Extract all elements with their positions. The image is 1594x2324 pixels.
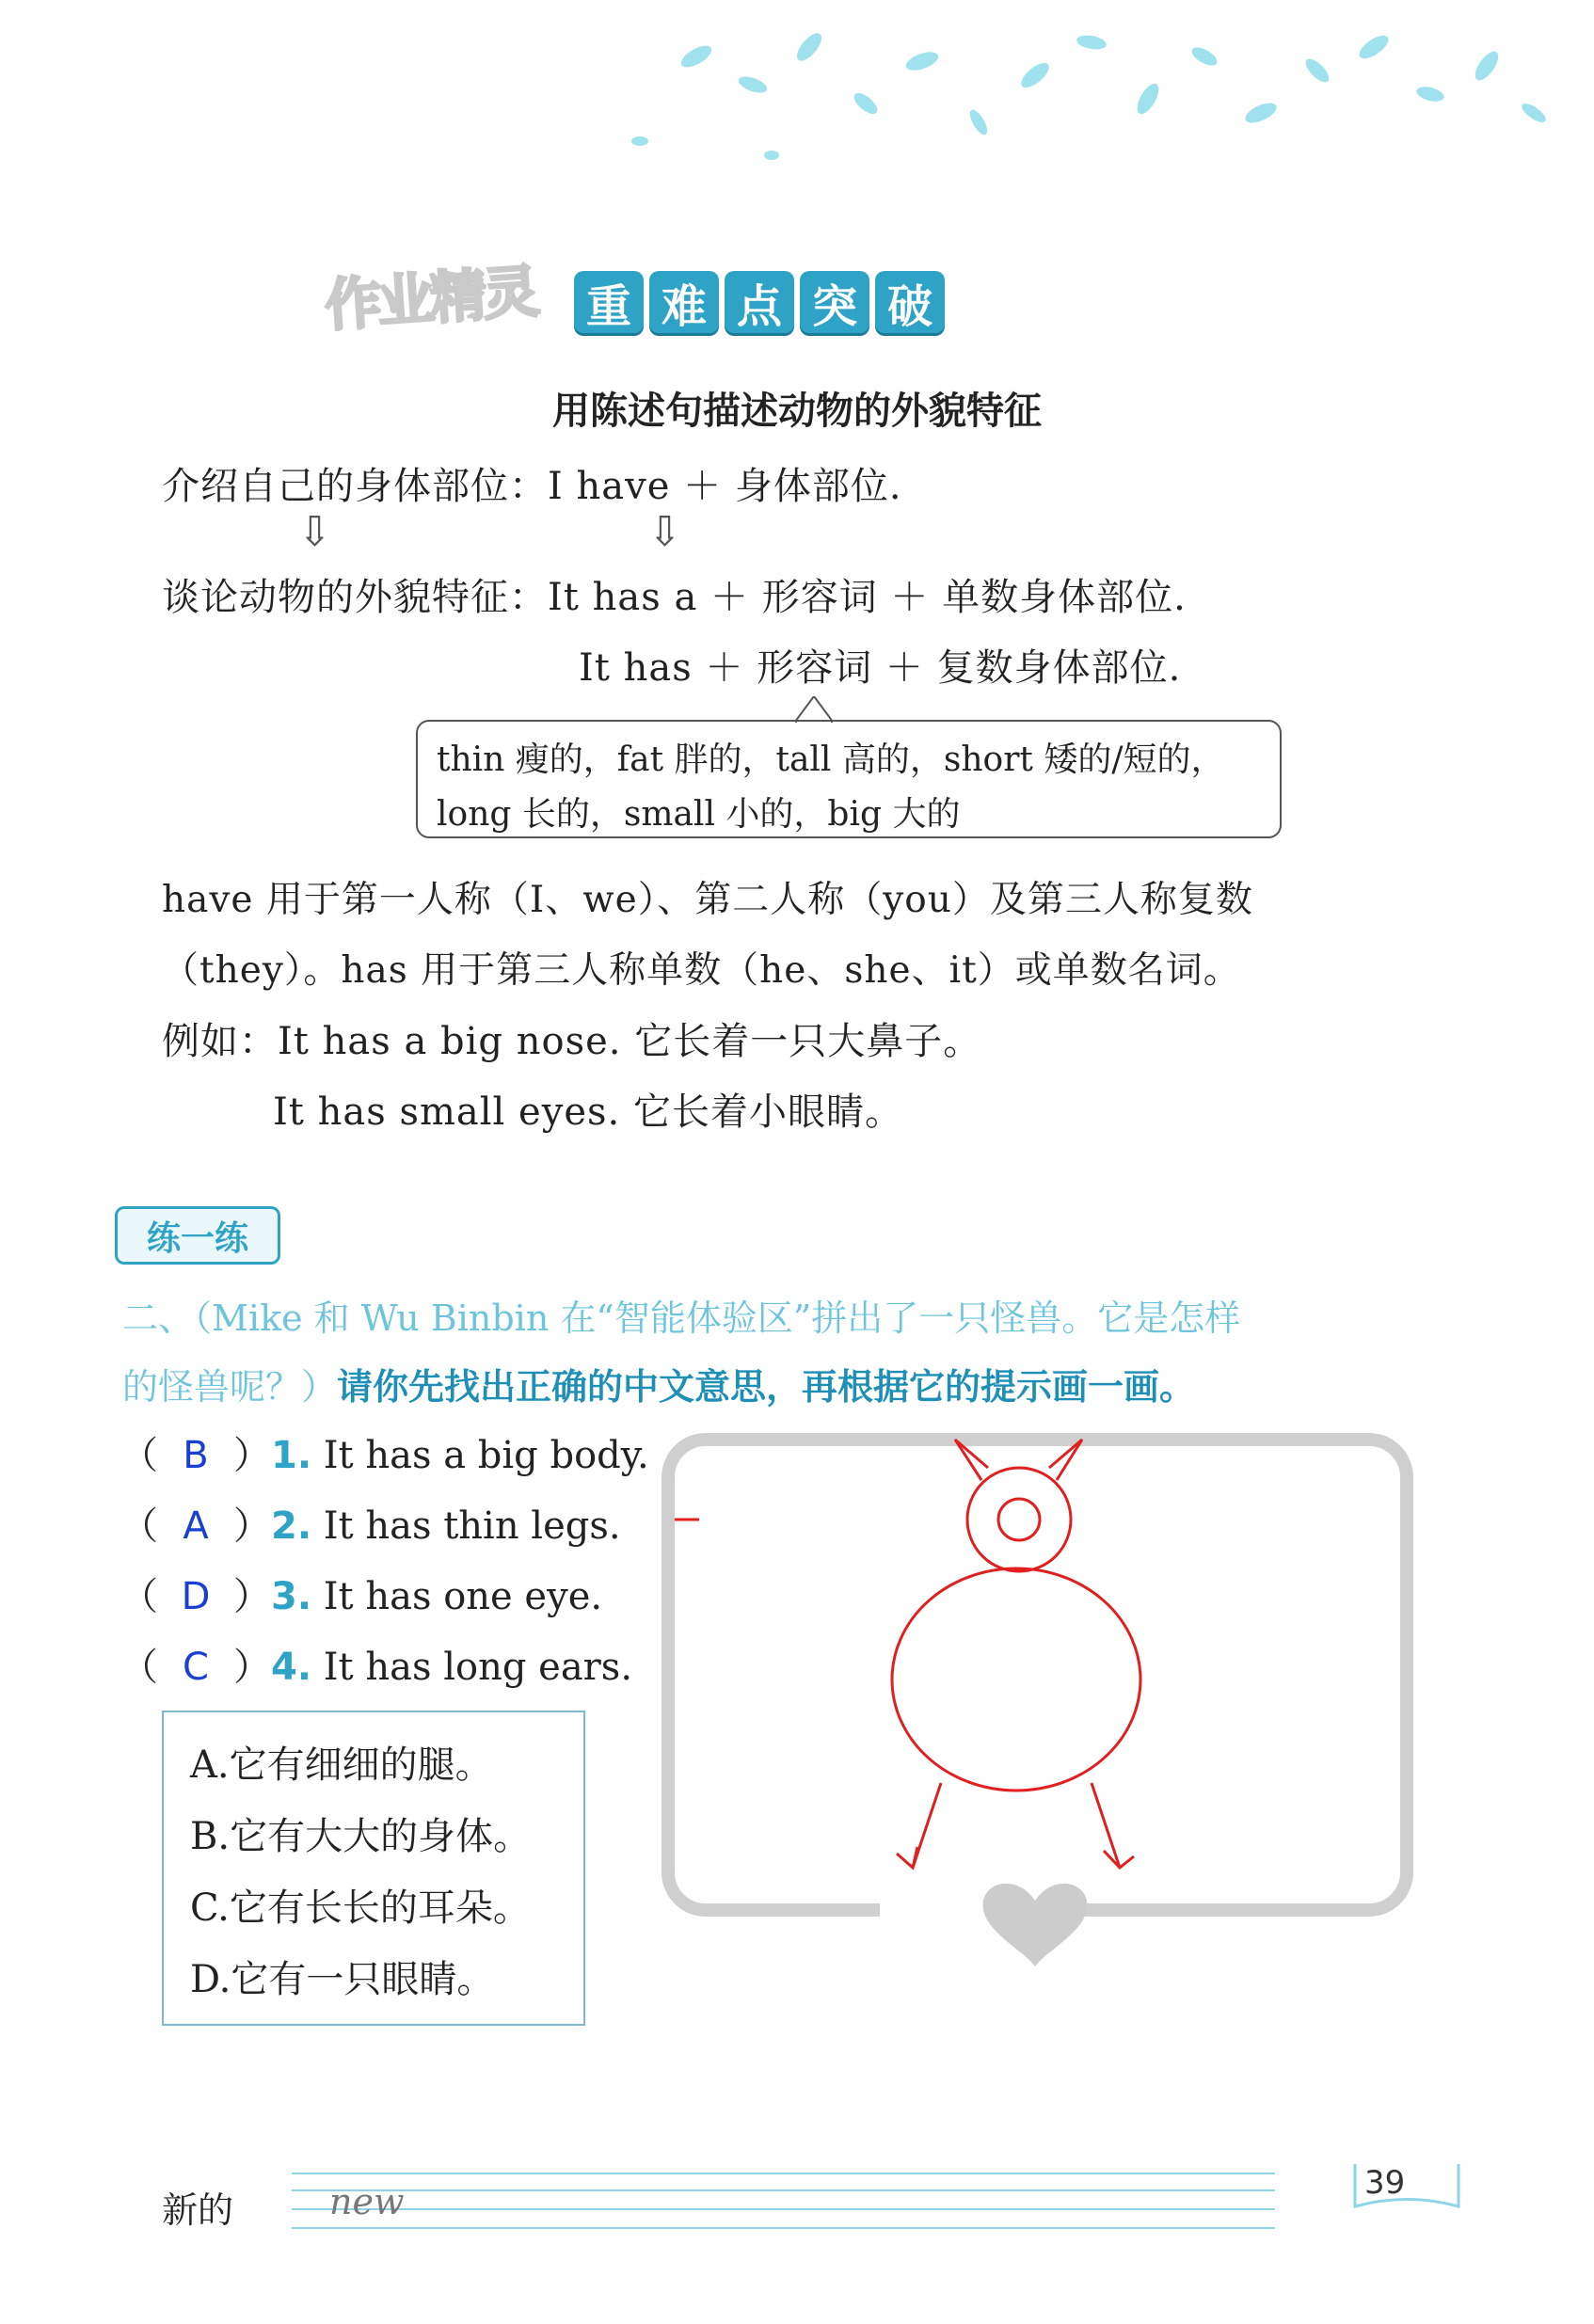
watermark: 作业精灵	[323, 259, 538, 340]
option-item: A.它有细细的腿。	[190, 1743, 493, 1787]
answer-mark: A	[183, 1504, 209, 1548]
instruction-line	[122, 1358, 1195, 1409]
down-arrow-icon: ⇩	[297, 508, 332, 556]
option-item: C.它有长长的耳朵。	[190, 1886, 531, 1930]
option-item: D.它有一只眼睛。	[190, 1958, 495, 2001]
footer-word: new	[329, 2181, 405, 2222]
answer-mark: C	[183, 1646, 209, 1689]
writing-lines	[292, 2164, 1275, 2239]
question-row: （ C ）4. It has long ears.	[120, 1646, 633, 1689]
note-line: （they）。has 用于第三人称单数（he、she、it）或单数名词。	[162, 949, 1241, 992]
section-title: 用陈述句描述动物的外貌特征	[552, 390, 1042, 433]
page-number: 39	[1364, 2164, 1406, 2202]
vocab-line: thin 瘦的，fat 胖的，tall 高的，short 矮的/短的，	[437, 740, 1225, 779]
question-row: （ A ）2. It has thin legs.	[120, 1504, 621, 1548]
drawing-frame	[654, 1425, 1421, 1971]
question-text: It has one eye.	[323, 1575, 603, 1618]
instruction-text: 的怪兽呢？）	[122, 1366, 338, 1408]
leaf-decoration	[583, 19, 1581, 179]
intro-line: 介绍自己的身体部位：I have ＋ 身体部位.	[162, 465, 902, 508]
talk-line-singular: 谈论动物的外貌特征：It has a ＋ 形容词 ＋ 单数身体部位.	[162, 576, 1187, 619]
question-text: It has long ears.	[323, 1646, 633, 1689]
question-number: 1.	[271, 1434, 312, 1477]
question-number: 2.	[271, 1504, 312, 1548]
vocabulary-callout	[416, 720, 1282, 838]
question-number: 4.	[271, 1646, 312, 1689]
banner-char: 突	[800, 271, 869, 333]
answer-mark: D	[181, 1575, 211, 1618]
instruction-text: 二、（Mike 和 Wu Binbin 在“智能体验区”拼出了一只怪兽。它是怎样	[122, 1297, 1241, 1339]
practice-label: 练一练	[115, 1206, 280, 1265]
note-line: have 用于第一人称（I、we）、第二人称（you）及第三人称复数	[162, 879, 1253, 921]
question-number: 3.	[271, 1575, 312, 1618]
banner-char: 点	[725, 271, 794, 333]
question-text: It has a big body.	[323, 1434, 649, 1477]
banner-char: 破	[875, 271, 945, 333]
question-text: It has thin legs.	[323, 1504, 621, 1548]
option-item: B.它有大大的身体。	[190, 1815, 532, 1858]
options-box	[162, 1711, 585, 2026]
instruction-line	[122, 1289, 1240, 1341]
banner-tiles	[574, 271, 945, 333]
down-arrow-icon: ⇩	[647, 508, 682, 556]
question-row: （ B ）1. It has a big body.	[120, 1434, 649, 1477]
example-line: 例如：It has a big nose. 它长着一只大鼻子。	[162, 1020, 982, 1063]
answer-mark: B	[183, 1434, 209, 1477]
vocab-line: long 长的，small 小的，big 大的	[437, 795, 961, 834]
footer-label: 新的	[162, 2189, 234, 2231]
talk-line-plural: It has ＋ 形容词 ＋ 复数身体部位.	[579, 646, 1182, 690]
instruction-emphasis: 请你先找出正确的中文意思，再根据它的提示画一画。	[337, 1366, 1196, 1408]
banner-char: 重	[574, 271, 644, 333]
question-row: （ D ）3. It has one eye.	[120, 1575, 603, 1618]
example-line: It has small eyes. 它长着小眼睛。	[273, 1090, 903, 1134]
banner-char: 难	[649, 271, 719, 333]
